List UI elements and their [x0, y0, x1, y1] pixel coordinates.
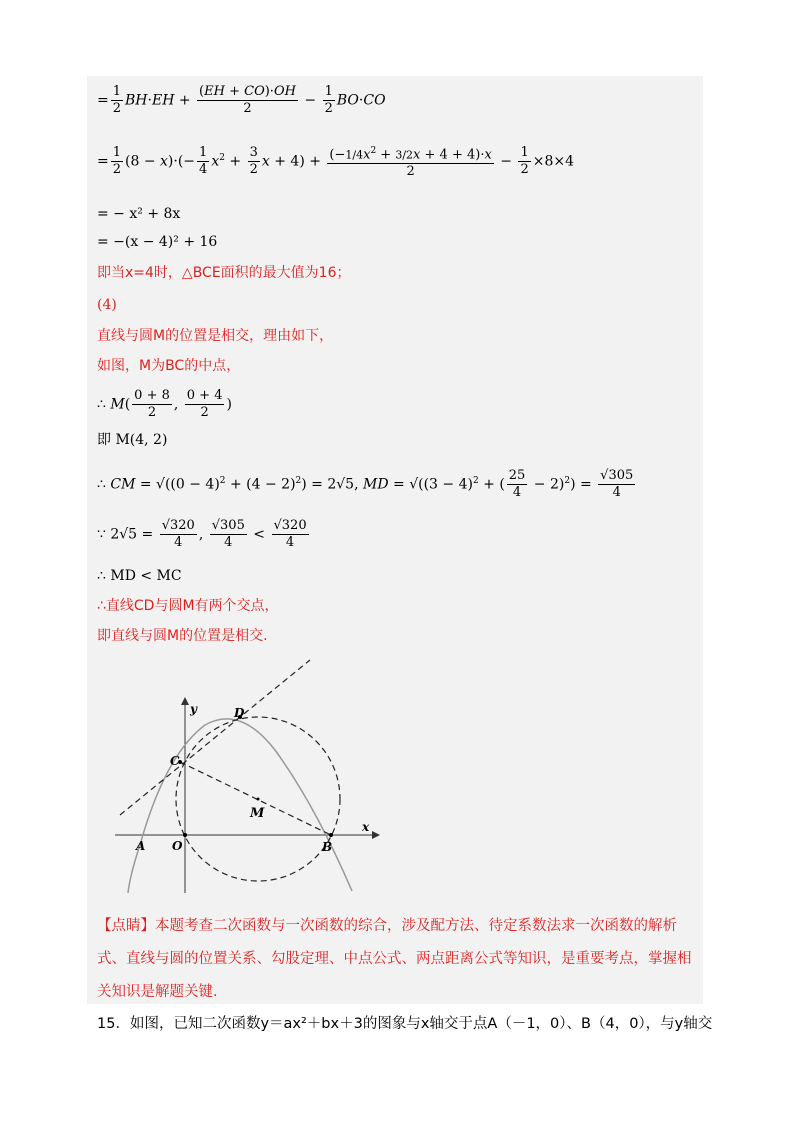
calc-line-2: = $\frac{1}{2}$ (8 − x)·(− $\frac{1}{4}$ $x^2$ + $\frac{3}{2}$ x + 4) + $\frac{(-1/4x^2 + 3/2x + 4 + 4)\cdot x}{2}$ − $\frac{1}{2}$ ×8×4 [97, 143, 574, 180]
m-coordinate-calc: ∴ M( $\frac{0 + 8}{2}$ , $\frac{0 + 4}{2}$ ) [97, 388, 232, 420]
calc-line-1: = $\frac{1}{2}$ BH·EH + $\frac{(EH + CO)\cdot OH}{2}$ − $\frac{1}{2}$ BO·CO [97, 84, 386, 116]
cm-md-distance: ∴ CM = $√((0 - 4)^2 + (4 - 2)^2) = 2√5$, MD = $√((3 - 4)^2$ + ( $\frac{25}{4}$ − 2)$^2$) = $\frac{√305}{4}$ [97, 468, 634, 500]
comment-tag: 【点睛】 [97, 918, 155, 934]
part4-intro: 直线与圆M的位置是相交，理由如下， [97, 328, 334, 344]
label-x: x [362, 820, 370, 834]
answer-part3: 即当x=4时，△BCE面积的最大值为16； [97, 265, 351, 281]
label-a: A [136, 839, 146, 853]
geometry-figure [110, 655, 390, 895]
part4-midpoint-note: 如图，M为BC的中点， [97, 358, 241, 374]
label-o: O [172, 839, 183, 853]
label-d: D [234, 706, 245, 720]
line-cd [120, 660, 310, 815]
y-axis-arrow [181, 697, 189, 705]
parabola-curve [128, 719, 352, 893]
label-m: M [250, 806, 265, 821]
label-b: B [322, 840, 333, 854]
calc-line-4: = −(x − 4)² + 16 [97, 234, 218, 250]
conclusion-1: ∴直线CD与圆M有两个交点， [97, 598, 279, 614]
label-y: y [190, 702, 197, 716]
point-o [183, 833, 187, 837]
segment-cb [180, 762, 331, 835]
md-less-mc: ∴ MD < MC [97, 568, 182, 584]
conclusion-2: 即直线与圆M的位置是相交. [97, 628, 268, 644]
compare-line: ∵ 2√5 = $\frac{√320}{4}$ , $\frac{√305}{4}$ < $\frac{√320}{4}$ [97, 518, 307, 550]
part4-label: (4) [97, 297, 117, 313]
comment-paragraph [97, 910, 697, 1009]
comment-text: 本题考查二次函数与一次函数的综合，涉及配方法、待定系数法求一次函数的解析式、直线与圆的位置关系、勾股定理、中点公式、两点距离公式等知识，是重要考点，掌握相关知识是解题关键. [97, 918, 692, 1000]
calc-line-3: = − x² + 8x [97, 206, 181, 222]
x-axis-arrow [372, 831, 380, 839]
point-b [329, 833, 333, 837]
point-m [257, 798, 260, 801]
m-coordinate-result: 即 M(4, 2) [97, 432, 168, 448]
label-c: C [170, 754, 180, 768]
question-15: 15．如图，已知二次函数y＝ax²＋bx＋3的图象与x轴交于点A（－1，0）、B（4，0），与y轴交 [97, 1016, 713, 1032]
